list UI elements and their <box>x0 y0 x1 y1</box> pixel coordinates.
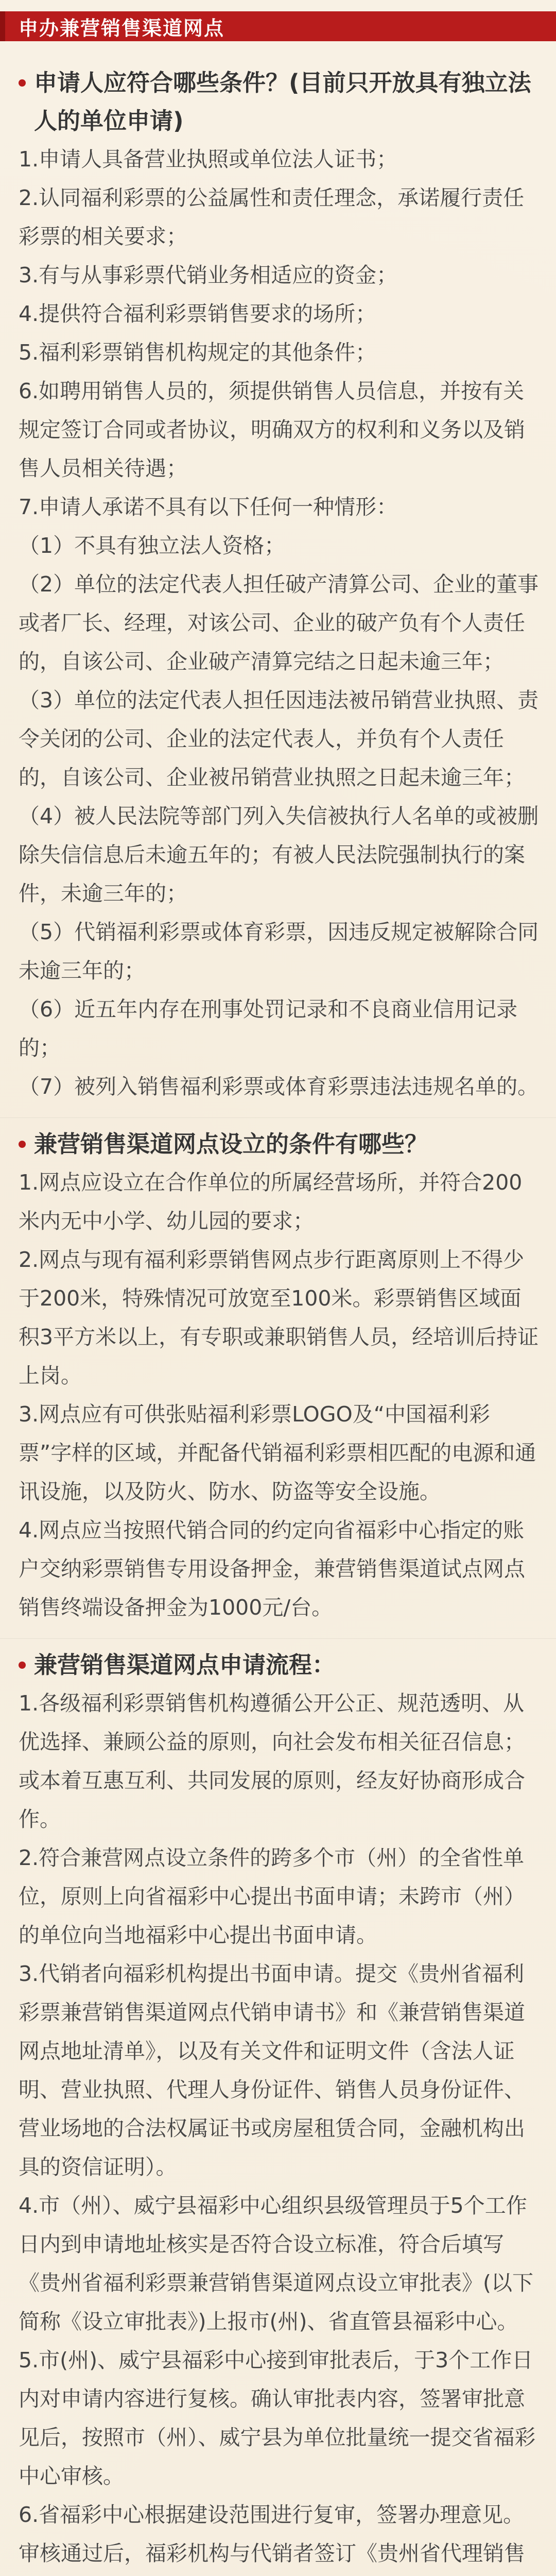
list-item: 4.市（州）、威宁县福彩中心组织县级管理员于5个工作日内到申请地址核实是否符合设立标准，符合后填写《贵州省福利彩票兼营销售渠道网点设立审批表》(以下简称《设立审批表》)上报市(州)、省直管县福彩中心。 <box>19 2193 533 2334</box>
list-item: （7）被列入销售福利彩票或体育彩票违法违规名单的。 <box>19 1074 539 1099</box>
bullet-dot-icon <box>19 79 26 87</box>
section-application-process <box>0 1646 556 2576</box>
section-question <box>19 1646 542 1684</box>
section-divider <box>0 1117 556 1118</box>
list-item: （6）近五年内存在刑事处罚记录和不良商业信用记录的； <box>19 997 518 1060</box>
section-outlet-conditions <box>0 1125 556 1627</box>
bullet-dot-icon <box>19 1662 26 1669</box>
list-item: （2）单位的法定代表人担任破产清算公司、企业的董事或者厂长、经理，对该公司、企业的破产负有个人责任的，自该公司、企业破产清算完结之日起未逾三年； <box>19 572 539 674</box>
section-applicant-conditions <box>0 64 556 1106</box>
question-text: 申请人应符合哪些条件？(目前只开放具有独立法人的单位申请) <box>34 69 531 134</box>
list-item: 3.代销者向福彩机构提出书面申请。提交《贵州省福利彩票兼营销售渠道网点代销申请书》和《兼营销售渠道网点地址清单》，以及有关文件和证明文件（含法人证明、营业执照、代理人身份证件、销售人员身份证件、营业场地的合法权属证书或房屋租赁合同，金融机构出具的资信证明）。 <box>19 1961 525 2179</box>
article-content <box>0 57 556 2576</box>
list-item: 2.符合兼营网点设立条件的跨多个市（州）的全省性单位，原则上向省福彩中心提出书面申请；未跨市（州）的单位向当地福彩中心提出书面申请。 <box>19 1845 525 1947</box>
list-item: 6.省福彩中心根据建设范围进行复审，签署办理意见。审核通过后，福彩机构与代销者签订《贵州省代理销售 <box>19 2502 525 2566</box>
question-text: 兼营销售渠道网点设立的条件有哪些？ <box>34 1130 428 1158</box>
page-title: 申办兼营销售渠道网点 <box>19 16 225 40</box>
list-item: 7.申请人承诺不具有以下任何一种情形： <box>19 495 398 519</box>
list-item: 5.福利彩票销售机构规定的其他条件； <box>19 340 377 365</box>
list-item: （3）单位的法定代表人担任因违法被吊销营业执照、责令关闭的公司、企业的法定代表人，并负有个人责任的，自该公司、企业被吊销营业执照之日起未逾三年； <box>19 688 539 790</box>
list-item: （4）被人民法院等部门列入失信被执行人名单的或被删除失信信息后未逾五年的；有被人民法院强制执行的案件，未逾三年的； <box>19 804 539 906</box>
list-item: 6.如聘用销售人员的，须提供销售人员信息，并按有关规定签订合同或者协议，明确双方的权利和义务以及销售人员相关待遇； <box>19 379 525 481</box>
list-item: 2.网点与现有福利彩票销售网点步行距离原则上不得少于200米，特殊情况可放宽至100米。彩票销售区域面积3平方米以上，有专职或兼职销售人员，经培训后持证上岗。 <box>19 1247 539 1388</box>
list-item: 3.有与从事彩票代销业务相适应的资金； <box>19 263 398 287</box>
list-item: 4.网点应当按照代销合同的约定向省福彩中心指定的账户交纳彩票销售专用设备押金，兼营销售渠道试点网点销售终端设备押金为1000元/台。 <box>19 1518 525 1620</box>
list-item: 3.网点应有可供张贴福利彩票LOGO及“中国福利彩票”字样的区域，并配备代销福利彩票相匹配的电源和通讯设施，以及防火、防水、防盗等安全设施。 <box>19 1402 536 1504</box>
section-question <box>19 64 542 140</box>
list-item: 1.各级福利彩票销售机构遵循公开公正、规范透明、从优选择、兼顾公益的原则，向社会发布相关征召信息；或本着互惠互利、共同发展的原则，经友好协商形成合作。 <box>19 1691 525 1832</box>
list-item: 1.网点应设立在合作单位的所属经营场所，并符合200米内无中小学、幼儿园的要求； <box>19 1170 523 1233</box>
section-question <box>19 1125 542 1163</box>
list-item: 2.认同福利彩票的公益属性和责任理念，承诺履行责任彩票的相关要求； <box>19 185 525 249</box>
list-item: 4.提供符合福利彩票销售要求的场所； <box>19 301 377 326</box>
list-item: 5.市(州)、威宁县福彩中心接到审批表后，于3个工作日内对申请内容进行复核。确认审批表内容，签署审批意见后，按照市（州）、威宁县为单位批量统一提交省福彩中心审核。 <box>19 2348 536 2488</box>
bullet-dot-icon <box>19 1141 26 1148</box>
section-divider <box>0 1638 556 1639</box>
list-item: （1）不具有独立法人资格； <box>19 533 286 558</box>
question-text: 兼营销售渠道网点申请流程： <box>34 1651 336 1679</box>
list-item: （5）代销福利彩票或体育彩票，因违反规定被解除合同未逾三年的； <box>19 920 539 983</box>
title-bar <box>0 11 556 41</box>
title-accent-stripe <box>0 11 5 41</box>
list-item: 1.申请人具备营业执照或单位法人证书； <box>19 147 398 172</box>
